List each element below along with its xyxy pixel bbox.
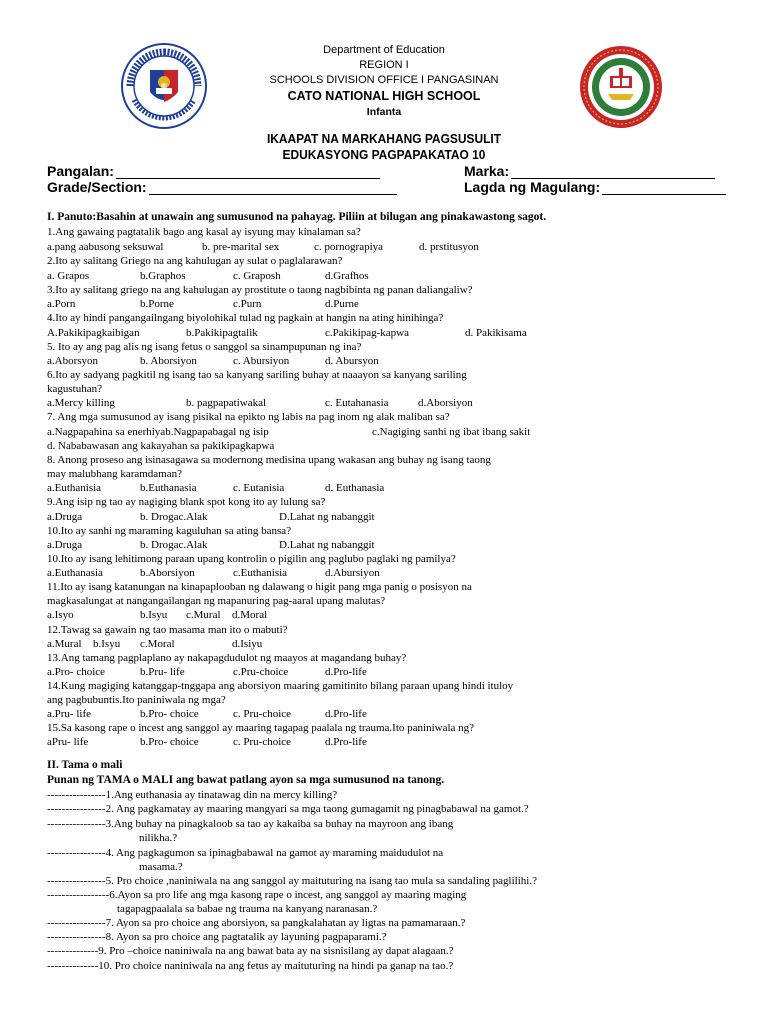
true-false-item[interactable]: ----------------8. Ayon sa pro choice ang pagtatalik ay layuning pagpaparami.? xyxy=(47,931,387,943)
answer-choice[interactable]: a.Porn xyxy=(47,298,76,310)
question-text: 10.Ito ay sanhi ng maraming kaguluhan sa ating bansa? xyxy=(47,525,292,537)
school-name: CATO NATIONAL HIGH SCHOOL xyxy=(287,89,481,103)
true-false-item[interactable]: tagapagpaalala sa babae ng trauma na kanyang naranasan.? xyxy=(117,903,378,915)
parent-signature-line[interactable] xyxy=(602,182,726,195)
true-false-item[interactable]: ----------------7. Ayon sa pro choice ang aborsiyon, sa pangkalahatan ay ligtas na pamamaraan.? xyxy=(47,917,466,929)
name-field-line[interactable] xyxy=(116,166,380,179)
true-false-item[interactable]: ----------------4. Ang pagkagumon sa ipinagbabawal na gamot ay maraming maidudulot na xyxy=(47,847,444,859)
name-field[interactable] xyxy=(47,163,380,179)
question-text: 14.Kung magiging katanggap-tnggapa ang aborsiyon maaring gamitinito bilang paraan upang hindi ituloy xyxy=(47,680,514,692)
true-false-item[interactable]: -----------------6.Ayon sa pro life ang mga kasong rape o incest, ang sanggol ay maaring maging xyxy=(47,889,467,901)
answer-choice[interactable]: d.Pro-life xyxy=(325,708,367,720)
answer-choice[interactable]: c.Moral xyxy=(140,638,175,650)
answer-choice[interactable]: a.Druga xyxy=(47,511,83,523)
question-text: 9.Ang isip ng tao ay nagiging blank spot kong ito ay lulung sa? xyxy=(47,496,326,508)
answer-choice[interactable]: b. Aborsiyon xyxy=(140,355,197,367)
answer-choice[interactable]: d.Abursiyon xyxy=(325,567,380,579)
answer-choice[interactable]: a.Pro- choice xyxy=(47,666,106,678)
true-false-item[interactable]: nilikha.? xyxy=(139,832,178,844)
exam-title: IKAAPAT NA MARKAHANG PAGSUSULIT xyxy=(266,131,502,146)
answer-choice[interactable]: a.Euthanasia xyxy=(47,567,103,579)
question-text: 15.Sa kasong rape o incest ang sanggol ay maaring tagapag paalala ng trauma.Ito paniniwala ng? xyxy=(47,722,475,734)
parent-signature-label: Lagda ng Magulang: xyxy=(464,179,601,195)
answer-choice[interactable]: b. Drogac.Alak xyxy=(140,539,208,551)
answer-choice[interactable]: b.Pro- choice xyxy=(140,708,199,720)
region-name: REGION I xyxy=(359,59,409,71)
question-text: kagustuhan? xyxy=(47,383,102,395)
question-text: may malubhang karamdaman? xyxy=(47,468,183,480)
answer-choice[interactable]: c.Euthanisia xyxy=(233,567,288,579)
grade-section-field[interactable] xyxy=(47,179,397,195)
answer-choice[interactable]: b.Pakikipagtalik xyxy=(186,327,258,339)
answer-choice[interactable]: a.Nagpapahina sa enerhiyab.Nagpapabagal ng isip xyxy=(47,426,269,438)
true-false-item[interactable]: ----------------5. Pro choice ,naniniwala na ang sanggol ay maituturing na isang tao mula sa sandaling paglilihi.? xyxy=(47,875,537,887)
question-text: 4.Ito ay hindi pangangailngang biyolohikal tulad ng pagkain at hangin na ating hinihinga? xyxy=(47,312,444,324)
true-false-item[interactable]: ----------------3.Ang buhay na pinagkaloob sa tao ay kakaiba sa buhay na mayroon ang ibang xyxy=(47,818,454,830)
question-text: 5. Ito ay ang pag alis ng isang fetus o sanggol sa sinampupunan ng ina? xyxy=(47,341,362,353)
true-false-item[interactable]: ----------------2. Ang pagkamatay ay maaring mangyari sa mga taong gumagamit ng pinagbabawal na gamot.? xyxy=(47,803,529,815)
answer-choice[interactable]: c.Pru-choice xyxy=(233,666,289,678)
answer-choice[interactable]: D.Lahat ng nabanggit xyxy=(279,511,375,523)
answer-choice[interactable]: b.Aborsiyon xyxy=(140,567,195,579)
name-field-label: Pangalan: xyxy=(47,163,114,179)
answer-choice[interactable]: c. Pru-choice xyxy=(233,708,292,720)
question-text: 3.Ito ay salitang griego na ang kahulugan ay prostitute o taong nagbibinta ng panan daliangaliw? xyxy=(47,284,473,296)
part2-title: II. Tama o mali xyxy=(47,759,123,771)
answer-choice[interactable]: b.Isyu xyxy=(140,609,168,621)
answer-choice[interactable]: c.Pakikipag-kapwa xyxy=(325,327,409,339)
part2-instruction: Punan ng TAMA o MALI ang bawat patlang ayon sa mga sumusunod na tanong. xyxy=(47,774,445,786)
true-false-item[interactable]: --------------9. Pro –choice naniniwala na ang bawat bata ay na sisnisilang ay dapat alagaan.? xyxy=(47,945,454,957)
answer-choice[interactable]: d. Pakikisama xyxy=(465,327,527,339)
school-town: Infanta xyxy=(366,106,402,118)
answer-choice[interactable]: c. Eutanisia xyxy=(233,482,285,494)
answer-choice[interactable]: d.Aborsiyon xyxy=(418,397,473,409)
answer-choice[interactable]: b. pre-marital sex xyxy=(202,241,280,253)
answer-choice[interactable]: b.Isyu xyxy=(93,638,121,650)
answer-choice[interactable]: b.Pro- choice xyxy=(140,736,199,748)
answer-choice[interactable]: b. pagpapatiwakal xyxy=(186,397,267,409)
answer-choice[interactable]: c. Abursiyon xyxy=(233,355,290,367)
question-text: 11.Ito ay isang katanungan na kinapaplooban ng dalawang o higit pang mga panig o posisyon na xyxy=(47,581,472,593)
question-text: 2.Ito ay salitang Griego na ang kahulugan ay sulat o paglalarawan? xyxy=(47,255,343,267)
division-name: SCHOOLS DIVISION OFFICE I PANGASINAN xyxy=(269,74,499,86)
grade-section-label: Grade/Section: xyxy=(47,179,147,195)
answer-choice[interactable]: d.Moral xyxy=(232,609,268,621)
answer-choice[interactable]: aPru- life xyxy=(47,736,89,748)
answer-choice[interactable]: c. pornograpiya xyxy=(314,241,384,253)
score-field[interactable] xyxy=(464,163,715,179)
answer-choice[interactable]: a.Mural xyxy=(47,638,82,650)
answer-choice[interactable]: d.Isiyu xyxy=(232,638,263,650)
parent-signature-field[interactable] xyxy=(464,179,726,195)
answer-choice[interactable]: d. Abursyon xyxy=(325,355,379,367)
question-text: 12.Tawag sa gawain ng tao masama man ito o mabuti? xyxy=(47,624,288,636)
answer-choice[interactable]: a.Mercy killing xyxy=(47,397,115,409)
answer-choice[interactable]: a.pang aabusong seksuwal xyxy=(47,241,164,253)
answer-choice[interactable]: b. Drogac.Alak xyxy=(140,511,208,523)
answer-choice[interactable]: c.Nagiging sanhi ng ibat ibang sakit xyxy=(372,426,531,438)
answer-choice[interactable]: c. Graposh xyxy=(233,270,281,282)
answer-choice[interactable]: d.Grafhos xyxy=(325,270,369,282)
true-false-item[interactable]: masama.? xyxy=(139,861,183,873)
answer-choice[interactable]: c.Mural xyxy=(186,609,221,621)
question-text: magkasalungat at nangangailangan ng mapanuring pag-aaral upang malutas? xyxy=(47,595,386,607)
answer-choice[interactable]: a.Euthanisia xyxy=(47,482,102,494)
exam-subject: EDUKASYONG PAGPAPAKATAO 10 xyxy=(282,147,486,162)
answer-choice[interactable]: D.Lahat ng nabanggit xyxy=(279,539,375,551)
question-text: 10.Ito ay isang lehitimong paraan upang kontrolin o pigilin ang paglubo paglaki ng pamilya? xyxy=(47,553,456,565)
score-field-line[interactable] xyxy=(511,166,715,179)
answer-choice[interactable]: d.Pro-life xyxy=(325,736,367,748)
answer-choice[interactable]: c. Pru-choice xyxy=(233,736,292,748)
answer-choice[interactable]: d. Euthanasia xyxy=(325,482,385,494)
part1-instruction: I. Panuto:Basahin at unawain ang sumusunod na pahayag. Piliin at bilugan ang pinakawastong sagot. xyxy=(47,211,547,223)
question-text: ang pagbubuntis.Ito paniniwala ng mga? xyxy=(47,694,226,706)
question-text: 6.Ito ay sadyang pagkitil ng isang tao sa kanyang sariling buhay at naaayon sa kanyang sariling xyxy=(47,369,467,381)
department-name: Department of Education xyxy=(323,44,445,56)
answer-choice[interactable]: d.Pro-life xyxy=(325,666,367,678)
answer-choice[interactable]: d. prstitusyon xyxy=(419,241,479,253)
answer-choice[interactable]: b.Graphos xyxy=(140,270,186,282)
answer-choice[interactable]: c.Purn xyxy=(233,298,262,310)
answer-choice[interactable]: a. Grapos xyxy=(47,270,90,282)
answer-choice[interactable]: a.Aborsyon xyxy=(47,355,99,367)
true-false-item[interactable]: --------------10. Pro choice naniniwala na ang fetus ay maituturing na hindi pa ganap na tao.? xyxy=(47,960,454,972)
question-text: 13.Ang tamang pagplaplano ay nakapagdudulot ng maayos at magandang buhay? xyxy=(47,652,407,664)
answer-choice[interactable]: b.Porne xyxy=(140,298,174,310)
grade-section-line[interactable] xyxy=(149,182,397,195)
score-field-label: Marka: xyxy=(464,163,510,179)
question-text: 8. Anong proseso ang isinasagawa sa modernong medisina upang wakasan ang buhay ng isang taong xyxy=(47,454,491,466)
question-text: 1.Ang gawaing pagtatalik bago ang kasal ay isyung may kinalaman sa? xyxy=(47,226,361,238)
question-text: 7. Ang mga sumusunod ay isang pisikal na epikto ng labis na pag inom ng alak maliban sa? xyxy=(47,411,450,423)
answer-choice[interactable]: b.Euthanasia xyxy=(140,482,197,494)
answer-choice[interactable]: a.Pru- life xyxy=(47,708,91,720)
answer-choice[interactable]: A.Pakikipagkaibigan xyxy=(47,327,140,339)
true-false-item[interactable]: ----------------1.Ang euthanasia ay tinatawag din na mercy killing? xyxy=(47,789,338,801)
answer-choice[interactable]: c. Eutahanasia xyxy=(325,397,389,409)
answer-choice[interactable]: d.Purne xyxy=(325,298,359,310)
answer-choice[interactable]: b.Pru- life xyxy=(140,666,185,678)
answer-choice[interactable]: a.Isyo xyxy=(47,609,74,621)
question-text: d. Nababawasan ang kakayahan sa pakikipagkapwa xyxy=(47,440,275,452)
answer-choice[interactable]: a.Druga xyxy=(47,539,83,551)
